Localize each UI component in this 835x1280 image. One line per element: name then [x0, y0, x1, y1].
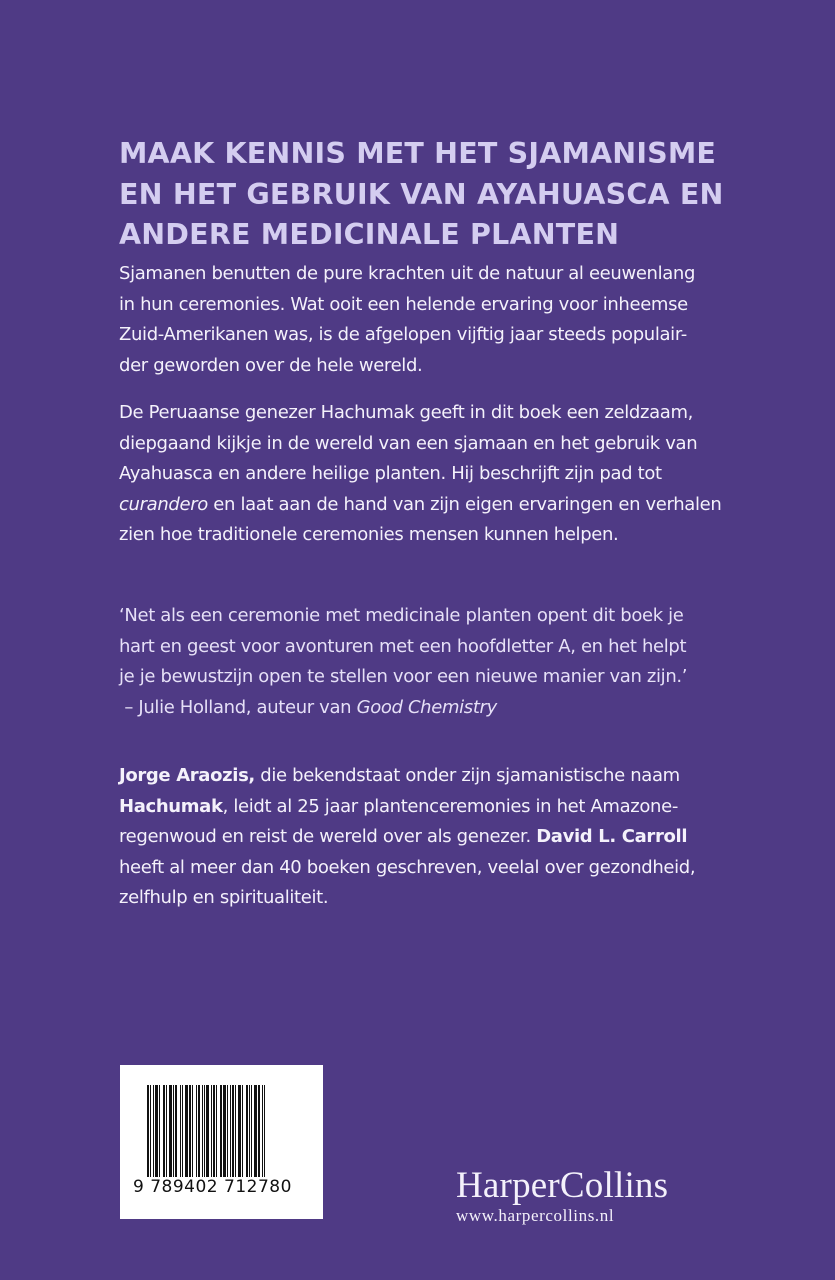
quote-line: ‘Net als een ceremonie met medicinale planten opent dit boek je — [119, 605, 684, 626]
publisher-url: www.harpercollins.nl — [456, 1206, 615, 1225]
text-line: regenwoud en reist de wereld over als genezer. David L. Carroll — [119, 826, 688, 847]
co-author-name: David L. Carroll — [536, 826, 688, 847]
barcode-bars-icon — [147, 1085, 297, 1185]
quoted-book-title: Good Chemistry — [356, 696, 497, 718]
quote-line: hart en geest voor avonturen met een hoofdletter A, en het helpt — [119, 635, 687, 657]
author-name: Jorge Araozis, — [119, 765, 255, 786]
text-line: in hun ceremonies. Wat ooit een helende ervaring voor inheemse — [119, 293, 688, 315]
text-line: Jorge Araozis, die bekendstaat onder zijn sjamanistische naam — [119, 765, 680, 786]
author-bio — [119, 761, 739, 914]
text-line: curandero en laat aan de hand van zijn eigen ervaringen en verhalen — [119, 493, 722, 515]
heading-line: EN HET GEBRUIK VAN AYAHUASCA EN — [119, 177, 724, 211]
text-line: Zuid-Amerikanen was, is de afgelopen vijftig jaar steeds populair- — [119, 324, 687, 345]
curandero-term: curandero — [119, 493, 208, 515]
heading-line: MAAK KENNIS MET HET SJAMANISME — [119, 137, 717, 170]
publisher-logo: HarperCollins — [456, 1165, 669, 1206]
quote-line: je je bewustzijn open te stellen voor een nieuwe manier van zijn.’ — [119, 666, 688, 687]
intro-paragraph — [119, 259, 739, 381]
endorsement-quote — [119, 601, 739, 723]
text-line: zelfhulp en spiritualiteit. — [119, 887, 329, 908]
text-line: diepgaand kijkje in de wereld van een sjamaan en het gebruik van — [119, 432, 698, 454]
text-line: der geworden over de hele wereld. — [119, 354, 423, 376]
description-paragraph — [119, 398, 739, 551]
text-line: Sjamanen benutten de pure krachten uit de natuur al eeuwenlang — [119, 263, 696, 284]
text-line: Ayahuasca en andere heilige planten. Hij beschrijft zijn pad tot — [119, 463, 662, 484]
isbn-number: 9 789402 712780 — [133, 1177, 292, 1197]
quote-attribution: – Julie Holland, auteur van Good Chemistry — [124, 696, 497, 718]
text-line: Hachumak, leidt al 25 jaar plantenceremonies in het Amazone- — [119, 795, 678, 817]
text-line: De Peruaanse genezer Hachumak geeft in dit boek een zeldzaam, — [119, 402, 694, 423]
text-line: heeft al meer dan 40 boeken geschreven, veelal over gezondheid, — [119, 856, 696, 878]
isbn-barcode — [120, 1065, 323, 1219]
back-cover-heading — [119, 134, 759, 256]
heading-line: ANDERE MEDICINALE PLANTEN — [119, 218, 620, 251]
text-line: zien hoe traditionele ceremonies mensen kunnen helpen. — [119, 524, 619, 545]
author-alias: Hachumak — [119, 795, 223, 817]
